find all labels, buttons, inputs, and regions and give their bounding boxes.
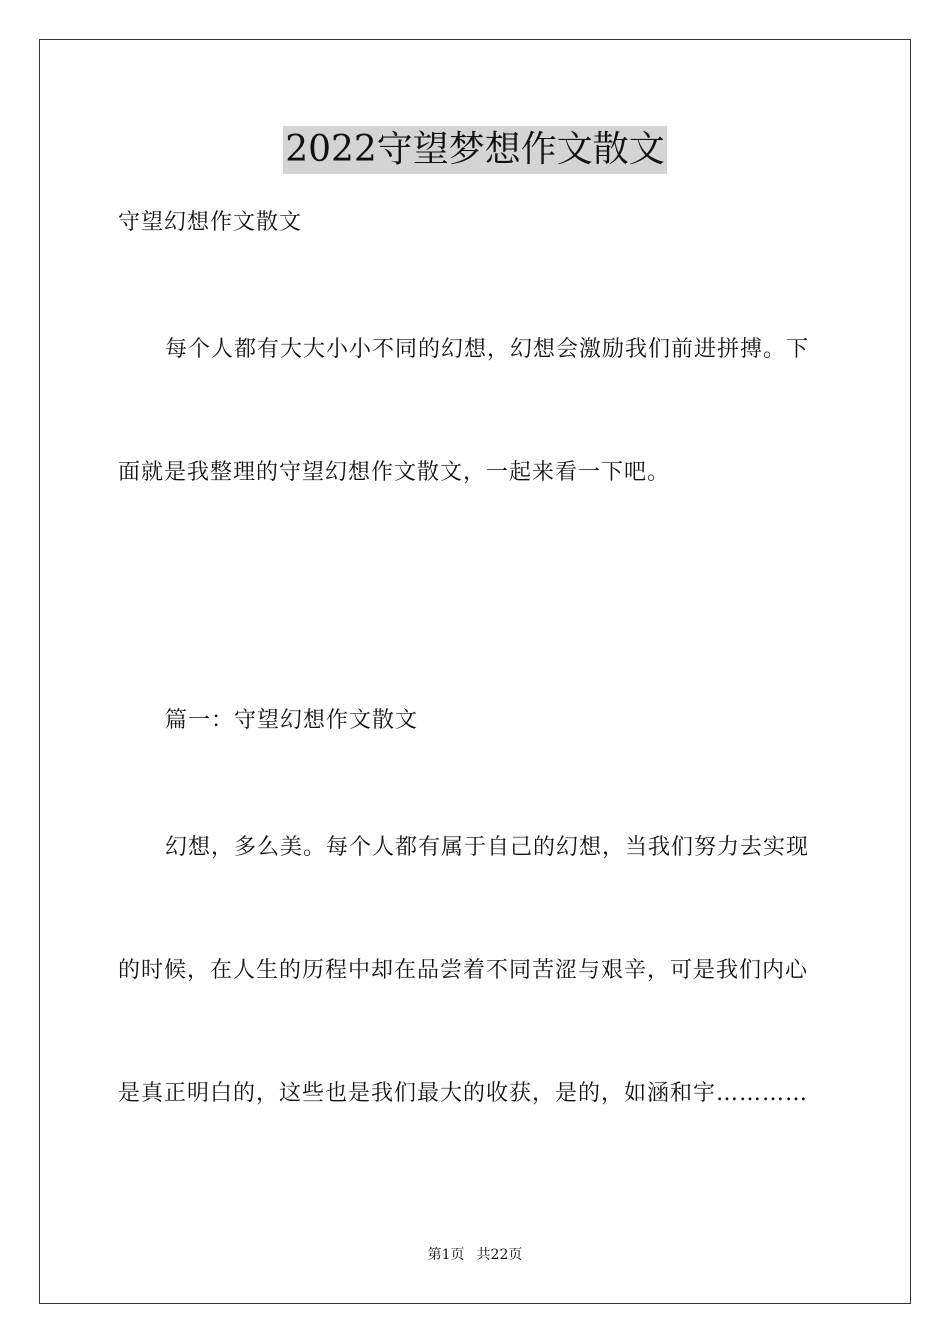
- paragraph-2-line-1: 幻想，多么美。每个人都有属于自己的幻想，当我们努力去实现: [165, 835, 810, 860]
- paragraph-1-line-1: 每个人都有大大小小不同的幻想，幻想会激励我们前进拼搏。下: [165, 337, 810, 362]
- page-footer: [0, 1245, 950, 1265]
- page-number: 第1页: [427, 1247, 465, 1263]
- document-title: [0, 126, 950, 174]
- paragraph-2-line-3: 是真正明白的，这些也是我们最大的收获，是的，如涵和宇…………: [118, 1081, 809, 1106]
- paragraph-1-line-2: 面就是我整理的守望幻想作文散文，一起来看一下吧。: [118, 460, 671, 485]
- document-title-text: 2022守望梦想作文散文: [283, 126, 667, 174]
- section-heading: 篇一：守望幻想作文散文: [165, 708, 419, 733]
- document-subtitle: 守望幻想作文散文: [118, 210, 303, 235]
- paragraph-2-line-2: 的时候，在人生的历程中却在品尝着不同苦涩与艰辛，可是我们内心: [118, 958, 809, 983]
- page-total: 共22页: [476, 1247, 523, 1263]
